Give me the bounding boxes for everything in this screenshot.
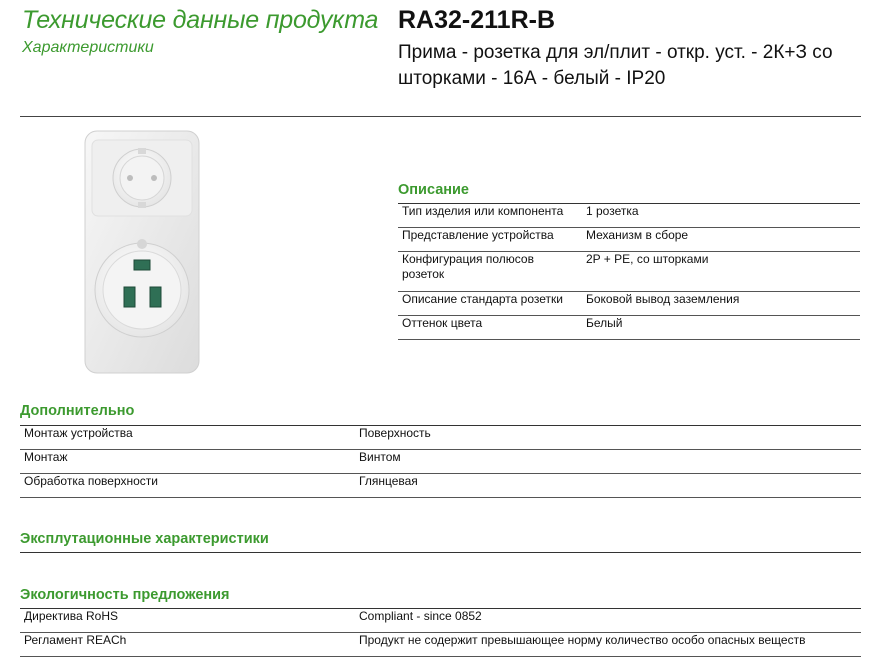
table-row (20, 632, 861, 656)
document-subtitle: Характеристики (22, 39, 154, 56)
product-image (84, 130, 200, 374)
row-value: 1 розетка (582, 204, 860, 227)
row-value: Механизм в сборе (582, 227, 860, 251)
operational-section-rule (20, 552, 861, 553)
operational-section-title: Эксплутационные характеристики (20, 531, 269, 547)
row-label: Тип изделия или компонента (398, 204, 582, 227)
row-label: Директива RoHS (20, 609, 355, 632)
table-row (20, 449, 861, 473)
row-value: Белый (582, 315, 860, 339)
row-label: Регламент REACh (20, 632, 355, 656)
eco-section-title: Экологичность предложения (20, 587, 230, 603)
row-value: Боковой вывод заземления (582, 291, 860, 315)
row-label: Оттенок цвета (398, 315, 582, 339)
row-label: Монтаж (20, 449, 355, 473)
row-label: Представление устройства (398, 227, 582, 251)
table-row (398, 204, 860, 227)
row-value: Продукт не содержит превышающее норму количество особо опасных веществ (355, 632, 861, 656)
eco-table (20, 609, 861, 657)
row-value: 2P + PE, со шторками (582, 251, 860, 291)
additional-section-title: Дополнительно (20, 403, 135, 419)
header-divider (20, 116, 861, 117)
description-table (398, 204, 860, 340)
product-description: Прима - розетка для эл/плит - откр. уст. - 2К+З со шторками - 16А - белый - IP20 (398, 42, 833, 89)
table-row (20, 426, 861, 449)
row-value: Compliant - since 0852 (355, 609, 861, 632)
row-label: Описание стандарта розетки (398, 291, 582, 315)
row-value: Винтом (355, 449, 861, 473)
table-row (398, 227, 860, 251)
row-label: Обработка поверхности (20, 473, 355, 497)
row-value: Глянцевая (355, 473, 861, 497)
document-title: Технические данные продукта (22, 6, 379, 34)
description-section-title: Описание (398, 182, 469, 198)
row-value: Поверхность (355, 426, 861, 449)
table-row (20, 609, 861, 632)
table-row (398, 251, 860, 291)
additional-table (20, 426, 861, 498)
table-row (398, 291, 860, 315)
row-label: Монтаж устройства (20, 426, 355, 449)
table-row (20, 473, 861, 497)
table-row (398, 315, 860, 339)
product-reference: RA32-211R-B (398, 6, 556, 34)
row-label: Конфигурация полюсов розеток (398, 251, 582, 291)
